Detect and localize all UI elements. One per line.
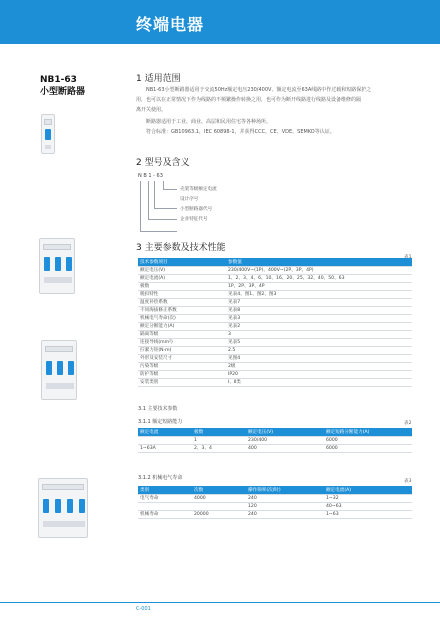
table1-header-1: 技术参数项目 xyxy=(138,258,226,266)
table1-cell: 见表4、图1、图2、图3 xyxy=(226,290,412,298)
table3-cell: 电气寿命 xyxy=(138,494,192,502)
model-meaning-4: 企业特征代号 xyxy=(180,217,208,222)
table1-row xyxy=(138,314,412,322)
page-code: C-001 xyxy=(136,606,151,612)
breaker-3p-image xyxy=(39,238,75,294)
table1-cell: 见表2 xyxy=(226,322,412,330)
table1-row xyxy=(138,274,412,282)
section1-p3: 离开关使用。 xyxy=(136,107,167,113)
breaker-3p-large-image xyxy=(41,340,77,400)
table1-cell: 不同海拔修正系数 xyxy=(138,306,226,314)
section2-title: 2 型号及含义 xyxy=(136,158,190,168)
table1-row xyxy=(138,322,412,330)
breaker-4p-image xyxy=(38,478,88,538)
table1-row xyxy=(138,266,412,274)
table1-cell: 1、2、3、4、6、10、16、20、25、32、40、50、63 xyxy=(226,274,412,282)
table1-cell: 污染等级 xyxy=(138,362,226,370)
table1-cell: 230/400V~(1P)、400V~(2P、3P、4P) xyxy=(226,266,412,274)
table2-header-1: 额定电流 xyxy=(138,428,192,436)
table3-row xyxy=(138,510,412,518)
table3-cell: 4000 xyxy=(192,494,246,502)
page-title: 终端电器 xyxy=(136,15,205,34)
model-meaning-2: 设计序号 xyxy=(180,197,199,202)
table1-cell: 机械电气寿命(次) xyxy=(138,314,226,322)
table2-header-3: 额定电压(V) xyxy=(246,428,324,436)
table3-row xyxy=(138,502,412,510)
table2-header-2: 极数 xyxy=(192,428,246,436)
table1-cell: 防护等级 xyxy=(138,370,226,378)
table1-cell: 额定电压(V) xyxy=(138,266,226,274)
table2-cell: 6000 xyxy=(324,444,412,452)
table2-cell xyxy=(138,436,192,444)
table1-cell: 2.5 xyxy=(226,346,412,354)
table1-cell: Ⅰ、Ⅱ类 xyxy=(226,378,412,386)
sub31-title: 3.1 主要技术参数 xyxy=(138,406,178,412)
table1-row xyxy=(138,346,412,354)
table1-row xyxy=(138,370,412,378)
footer xyxy=(0,602,440,620)
table2 xyxy=(138,428,412,453)
section1-p5: 符合标准：GB10963.1，IEC 60898-1，并获得CCC、CE、VDE、SEMKO等认证。 xyxy=(146,129,335,135)
table1-cell: 拧紧力矩(N·m) xyxy=(138,346,226,354)
table1-cell: 额定电流(A) xyxy=(138,274,226,282)
table1-cell: 外形及安装尺寸 xyxy=(138,354,226,362)
table3-cell: 120 xyxy=(246,502,324,510)
section1-p1: NB1-63小型断路器适用于交流50Hz额定电压230/400V、额定电流至63A线路中作过载和短路保护之 xyxy=(146,87,372,93)
table2-cell: 400 xyxy=(246,444,324,452)
table2-cell: 1 xyxy=(192,436,246,444)
table3-cell: 20000 xyxy=(192,510,246,518)
section1-p4: 断路器适用于工业、商业、高层和民用住宅等各种场所。 xyxy=(146,119,272,125)
table1-row xyxy=(138,306,412,314)
table3-cell: 240 xyxy=(246,494,324,502)
model-meaning-3: 小型断路器代号 xyxy=(180,207,213,212)
table1-cell: 安装类别 xyxy=(138,378,226,386)
table1-row xyxy=(138,330,412,338)
table3-cell: 240 xyxy=(246,510,324,518)
model-code: NB1-63 xyxy=(40,75,77,85)
table1-cell: 见图4 xyxy=(226,354,412,362)
table1-cell: IP20 xyxy=(226,370,412,378)
table1-cell: 脱扣特性 xyxy=(138,290,226,298)
model-name: 小型断路器 xyxy=(40,87,86,97)
model-meaning-1: 壳架等级额定电流 xyxy=(180,187,217,192)
table1-cell: 见表8 xyxy=(226,306,412,314)
table2-cell: 6000 xyxy=(324,436,412,444)
table1-cell: 1P、2P、3P、4P xyxy=(226,282,412,290)
breaker-1p-image xyxy=(41,114,55,154)
table3-header-4: 额定电流(A) xyxy=(324,486,412,494)
table1-cell: 隔离等级 xyxy=(138,330,226,338)
table3-header-2: 次数 xyxy=(192,486,246,494)
table3-cell: 1~32 xyxy=(324,494,412,502)
table3-cell xyxy=(138,502,192,510)
table1-cell: 3 xyxy=(226,330,412,338)
sub312-title: 3.1.2 机械电气寿命 xyxy=(138,475,183,481)
table2-row xyxy=(138,436,412,444)
table3 xyxy=(138,486,412,519)
table3-label: 表3 xyxy=(404,479,412,484)
table1-row xyxy=(138,362,412,370)
section1-title: 1 适用范围 xyxy=(136,74,181,84)
table1-cell: 连接导线(mm²) xyxy=(138,338,226,346)
table1-row xyxy=(138,354,412,362)
table3-cell xyxy=(192,502,246,510)
table1-cell: 2级 xyxy=(226,362,412,370)
header-bar xyxy=(0,0,440,44)
table1-row xyxy=(138,338,412,346)
section3-title: 3 主要参数及技术性能 xyxy=(136,243,226,253)
table1-row xyxy=(138,290,412,298)
table1-row xyxy=(138,298,412,306)
table3-cell: 1~63 xyxy=(324,510,412,518)
table1-cell: 见表5 xyxy=(226,338,412,346)
table1-cell: 温度补偿系数 xyxy=(138,298,226,306)
table2-label: 表2 xyxy=(404,421,412,426)
table1-cell: 见表3 xyxy=(226,314,412,322)
table1-row xyxy=(138,378,412,386)
table3-cell: 40~63 xyxy=(324,502,412,510)
table2-cell: 2、3、4 xyxy=(192,444,246,452)
section1-p2: 用，也可以在正常情况下作为线路的不频繁操作转换之用，也可作为断开线路进行线路及设备维修的隔 xyxy=(136,97,362,103)
table3-header-3: 操作频率(次/时) xyxy=(246,486,324,494)
table3-row xyxy=(138,494,412,502)
table3-header-1: 类别 xyxy=(138,486,192,494)
table1-cell: 额定分断能力(A) xyxy=(138,322,226,330)
table1-cell: 极数 xyxy=(138,282,226,290)
table1-header-2: 参数值 xyxy=(226,258,412,266)
model-code-diagram: N B 1 - 63 xyxy=(138,173,163,179)
table1 xyxy=(138,258,412,387)
table2-row xyxy=(138,444,412,452)
table1-cell: 见表7 xyxy=(226,298,412,306)
model-label xyxy=(40,74,85,98)
table2-cell: 1~63A xyxy=(138,444,192,452)
table2-header-4: 额定短路分断能力(A) xyxy=(324,428,412,436)
table1-row xyxy=(138,282,412,290)
table2-cell: 230/400 xyxy=(246,436,324,444)
sub311-title: 3.1.1 额定短路能力 xyxy=(138,419,183,425)
table3-cell: 机械寿命 xyxy=(138,510,192,518)
